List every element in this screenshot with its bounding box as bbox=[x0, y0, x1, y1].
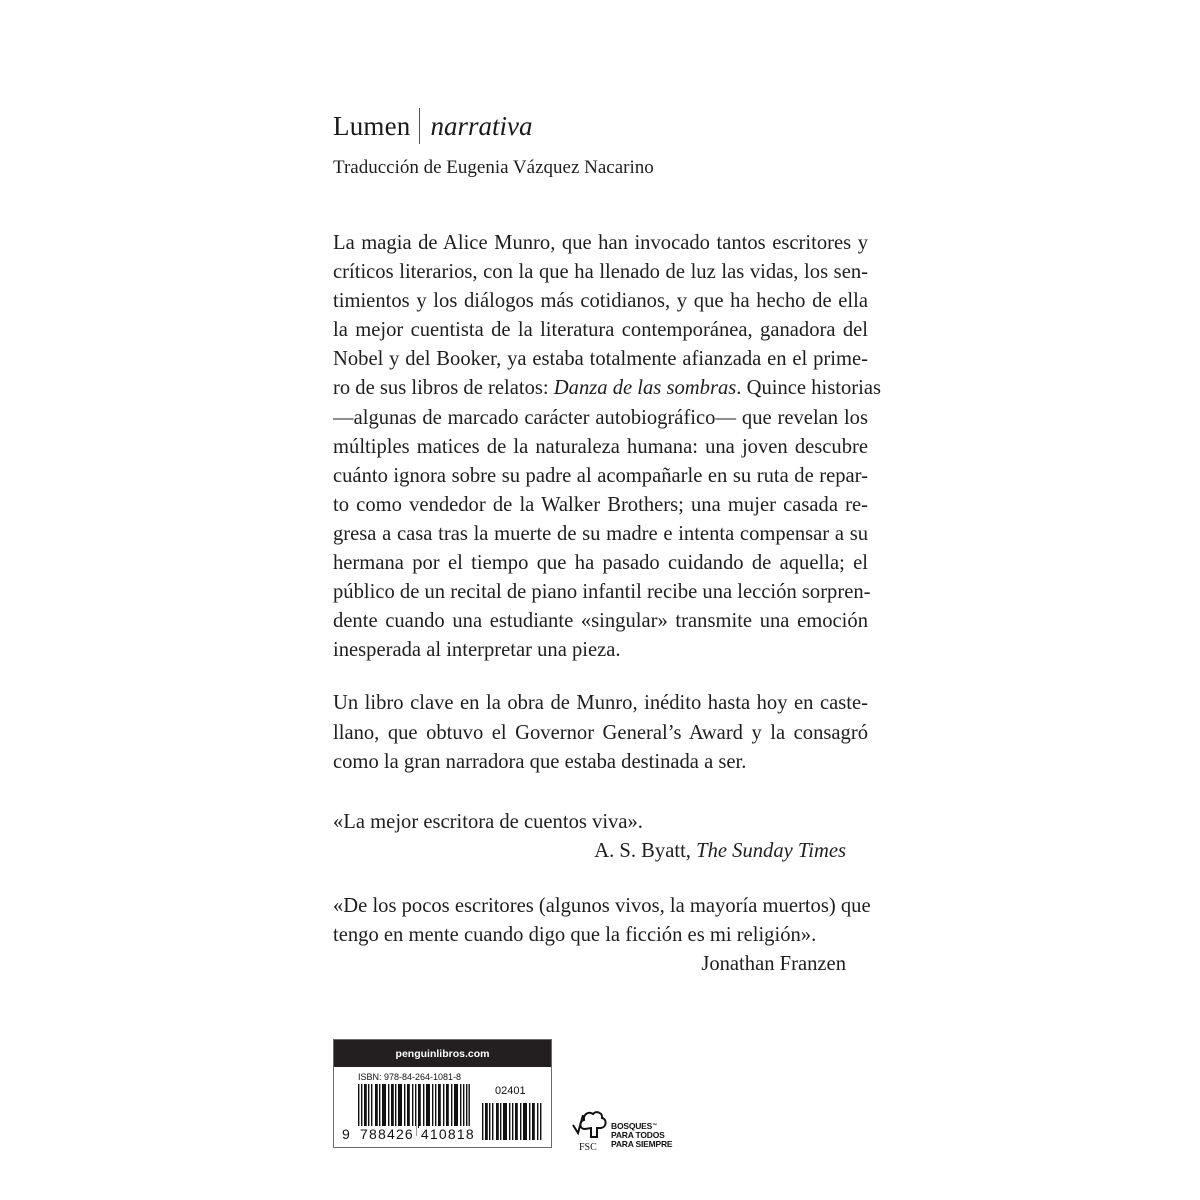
text-line: to como vendedor de la Walker Brothers; una mujer casada re- bbox=[333, 493, 868, 516]
text-line: —algunas de marcado carácter autobiográfico— que revelan los bbox=[333, 406, 868, 429]
text-line: La magia de Alice Munro, que han invocado tantos escritores y bbox=[333, 232, 868, 254]
isbn-number: ISBN: 978-84-264-1081-8 bbox=[358, 1072, 462, 1082]
review-quotes bbox=[333, 808, 871, 979]
publisher-brand: Lumen bbox=[333, 110, 411, 141]
text-line: cuánto ignora sobre su padre al acompañarle en su ruta de repar- bbox=[333, 464, 868, 487]
ean-first-digit: 9 bbox=[342, 1126, 350, 1142]
text-line: múltiples matices de la naturaleza humana: una joven descubre bbox=[333, 435, 868, 458]
text-line: inesperada al interpretar una pieza. bbox=[333, 639, 621, 662]
text-line: timientos y los diálogos más cotidianos, y que ha hecho de ella bbox=[333, 290, 868, 313]
quote-text: «De los pocos escritores (algunos vivos, la mayoría muertos) que bbox=[333, 895, 871, 917]
text-line: Un libro clave en la obra de Munro, inédito hasta hoy en caste- bbox=[333, 692, 868, 715]
quote-attribution bbox=[333, 837, 868, 866]
synopsis-paragraph-1 bbox=[333, 229, 881, 665]
trademark-symbol: ™ bbox=[652, 1123, 657, 1129]
quote-publication: The Sunday Times bbox=[696, 840, 846, 862]
text-line: hermana por el tiempo que ha pasado cuidando de aquella; el bbox=[333, 552, 868, 575]
synopsis-paragraph-2 bbox=[333, 689, 868, 776]
slogan-line: PARA SIEMPRE bbox=[611, 1139, 673, 1149]
publisher-website: penguinlibros.com bbox=[334, 1040, 551, 1067]
fsc-tree-logo-icon bbox=[571, 1107, 609, 1151]
text-line: la mejor cuentista de la literatura contemporánea, ganadora del bbox=[333, 319, 868, 342]
fsc-slogan bbox=[611, 1122, 672, 1149]
addon-barcode-icon bbox=[482, 1103, 542, 1140]
isbn-barcode-label bbox=[333, 1039, 552, 1148]
text-line: dente cuando una estudiante «singular» transmite una emoción bbox=[333, 610, 868, 633]
ean-digits bbox=[342, 1126, 477, 1142]
translator-credit: Traducción de Eugenia Vázquez Nacarino bbox=[333, 157, 654, 178]
text-line bbox=[333, 374, 881, 403]
collection-name: narrativa bbox=[430, 110, 533, 141]
ean-left-group: 788426 bbox=[360, 1126, 414, 1142]
quote-text: «La mejor escritora de cuentos viva». bbox=[333, 811, 643, 833]
text-line: como la gran narradora que estaba destinada a ser. bbox=[333, 750, 747, 773]
synopsis bbox=[333, 229, 881, 777]
text-line: llano, que obtuvo el Governor General’s Award y la consagró bbox=[333, 721, 868, 744]
imprint-divider bbox=[419, 108, 420, 144]
quote-author: A. S. Byatt, bbox=[594, 840, 697, 862]
price-addon-code: 02401 bbox=[495, 1085, 526, 1097]
quote-text: tengo en mente cuando digo que la ficción es mi religión». bbox=[333, 924, 817, 946]
review-quote bbox=[333, 892, 871, 979]
slogan-line: BOSQUES bbox=[611, 1121, 653, 1131]
book-title: Danza de las sombras bbox=[553, 377, 737, 400]
tree-check-icon bbox=[571, 1107, 609, 1141]
review-quote bbox=[333, 808, 868, 866]
fsc-label: FSC bbox=[579, 1142, 597, 1153]
quote-attribution bbox=[333, 950, 868, 979]
fsc-certification bbox=[571, 1107, 672, 1151]
text-line: gresa a casa tras la muerte de su madre e intenta compensar a su bbox=[333, 522, 868, 545]
ean-right-group: 410818 bbox=[420, 1126, 475, 1142]
text-line: público de un recital de piano infantil recibe una lección sorpren- bbox=[333, 581, 871, 604]
text-run: ro de sus libros de relatos: bbox=[333, 377, 554, 400]
text-run: . Quince historias bbox=[736, 377, 881, 400]
text-line: Nobel y del Booker, ya estaba totalmente afianzada en el prime- bbox=[333, 348, 868, 371]
quote-author: Jonathan Franzen bbox=[701, 953, 846, 975]
text-line: críticos literarios, con la que ha llenado de luz las vidas, los sen- bbox=[333, 261, 868, 284]
publisher-imprint bbox=[333, 106, 533, 146]
slogan-line: PARA TODOS bbox=[611, 1130, 665, 1140]
